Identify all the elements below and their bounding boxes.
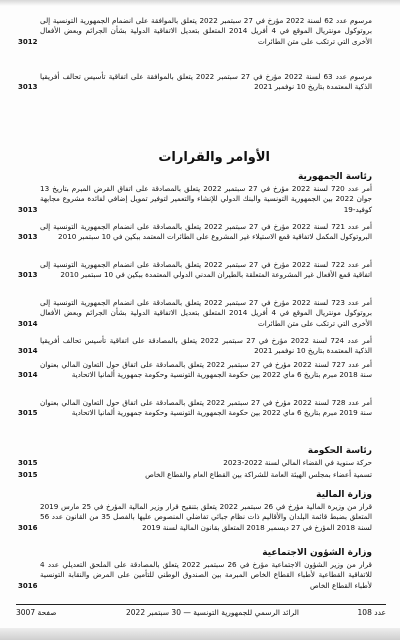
- entry-page-number: 3012: [18, 37, 38, 46]
- toc-entry: [18, 458, 372, 468]
- entry-page-number: 3016: [18, 523, 38, 532]
- entry-text: قرار من وزير الشؤون الاجتماعية مؤرخ في 26 سبتمبر 2022 يتعلق بالمصادقة على الملحق التعديلي عدد 4 للاتفاقية القطاعية لأطباء القطاع الخاص المبرمة بين الصندوق الوطني للتأمين على المرض والنقابة التونسية لأطباء القطاع الخاص: [40, 560, 372, 590]
- scan-edge: [0, 628, 400, 640]
- entry-page-number: 3014: [18, 371, 38, 380]
- toc-entry-decree-63: [18, 72, 372, 93]
- toc-entry-decree-62: [18, 16, 372, 47]
- entry-page-number: 3013: [18, 233, 38, 242]
- toc-entry: [18, 184, 372, 215]
- toc-entry: [18, 298, 372, 329]
- entry-text: تسمية أعضاء بمجلس الهيئة العامة للشراكة بين القطاع العام والقطاع الخاص: [145, 470, 372, 479]
- toc-entry: [18, 336, 372, 357]
- entry-text: مرسوم عدد 63 لسنة 2022 مؤرخ في 27 سبتمبر 2022 يتعلق بالموافقة على اتفاقية تأسيس تحالف أفريقيا الذكية المعتمدة بتاريخ 10 نوفمبر 2021: [40, 72, 372, 92]
- entry-text: أمر عدد 724 لسنة 2022 مؤرخ في 27 سبتمبر 2022 يتعلق بالمصادقة على اتفاقية تأسيس تحالف أفريقيا الذكية المعتمدة بتاريخ 10 نوفمبر 2021: [40, 336, 372, 356]
- entry-text: أمر عدد 720 لسنة 2022 مؤرخ في 27 سبتمبر 2022 يتعلق بالمصادقة على اتفاق القرض المبرم بتاريخ 13 جوان 2022 بين الجمهورية التونسية والبنك الدولي للإنشاء والتعمير لتوفير تمويل إضافي لفائدة مشروع مجابهة كوفيد-19: [40, 184, 372, 214]
- entry-page-number: 3013: [18, 205, 38, 214]
- toc-entry: [18, 560, 372, 591]
- entry-page-number: 3013: [18, 271, 38, 280]
- section-title-government: رئاسة الحكومة: [307, 446, 372, 456]
- toc-entry: [18, 360, 372, 381]
- page-number: صفحة 3007: [16, 608, 57, 617]
- entry-text: أمر عدد 721 لسنة 2022 مؤرخ في 27 سبتمبر 2022 يتعلق بالمصادقة على انضمام الجمهورية التونسية إلى البروتوكول المكمل لاتفاقية قمع الاستيلاء غير المشروع على الطائرات المعتمد ببكين في 10 سبتمبر 2010: [40, 222, 372, 242]
- entry-text: مرسوم عدد 62 لسنة 2022 مؤرخ في 27 سبتمبر 2022 يتعلق بالموافقة على انضمام الجمهورية التونسية إلى بروتوكول مونتريال الموقع في 4 أفريل 2014 المتعلق بتعديل الاتفاقية الدولية بشأن الجرائم وبعض الأفعال الأخرى التي ترتكب على متن الطائرات: [40, 16, 372, 46]
- entry-text: أمر عدد 728 لسنة 2022 مؤرخ في 27 سبتمبر 2022 يتعلق بالمصادقة على اتفاق حول التعاون المالي بعنوان سنة 2019 مبرم بتاريخ 6 ماي 2022 بين حكومة الجمهورية التونسية وحكومة جمهورية ألمانيا الاتحادية: [40, 398, 372, 418]
- entry-page-number: 3014: [18, 347, 38, 356]
- toc-entry: [18, 502, 373, 533]
- entry-page-number: 3014: [18, 319, 38, 328]
- scan-edge: [0, 0, 400, 6]
- entry-page-number: 3015: [18, 471, 38, 479]
- entry-page-number: 3013: [18, 83, 38, 92]
- section-title-social-affairs: وزارة الشؤون الاجتماعية: [262, 548, 372, 558]
- entry-text: قرار من وزيرة المالية مؤرخ في 26 سبتمبر 2022 يتعلق بتنقيح قرار وزير المالية المؤرخ في 25 مارس 2019 المتعلق بضبط قائمة البلدان والأقاليم ذات نظام جبائي تفاضلي المنصوص عليها بالفصل 35 من القانون عدد 56 لسنة 2018 المؤرخ في 27 ديسمبر 2018 المتعلق بقانون المالية لسنة 2019: [40, 502, 373, 532]
- section-title-finance: وزارة المالية: [316, 490, 372, 500]
- main-heading: الأوامر والقرارات: [158, 150, 270, 165]
- entry-text: أمر عدد 727 لسنة 2022 مؤرخ في 27 سبتمبر 2022 يتعلق بالمصادقة على اتفاق حول التعاون المالي بعنوان سنة 2018 مبرم بتاريخ 6 ماي 2022 بين حكومة الجمهورية التونسية وحكومة جمهورية ألمانيا الاتحادية: [40, 360, 372, 380]
- toc-entry: [18, 398, 372, 419]
- entry-text: أمر عدد 722 لسنة 2022 مؤرخ في 27 سبتمبر 2022 يتعلق بالمصادقة على انضمام الجمهورية التونسية إلى اتفاقية قمع الأفعال غير المشروعة المتعلقة بالطيران المدني الدولي المعتمدة ببكين في 10 سبتمبر 2010: [40, 260, 372, 280]
- page-footer: [16, 604, 386, 617]
- toc-entry: [18, 470, 372, 480]
- toc-entry: [18, 260, 372, 281]
- toc-entry: [18, 222, 372, 243]
- entry-page-number: 3015: [18, 459, 38, 467]
- journal-title: الرائد الرسمي للجمهورية التونسية — 30 سبتمبر 2022: [126, 608, 299, 617]
- section-title-presidency: رئاسة الجمهورية: [298, 172, 372, 182]
- entry-page-number: 3016: [18, 581, 38, 590]
- entry-text: أمر عدد 723 لسنة 2022 مؤرخ في 27 سبتمبر 2022 يتعلق بالمصادقة على انضمام الجمهورية التونسية إلى بروتوكول مونتريال الموقع في 4 أفريل 2014 المتعلق بتعديل الاتفاقية الدولية بشأن الجرائم وبعض الأفعال الأخرى التي ترتكب على متن الطائرات: [40, 298, 372, 328]
- entry-text: حركة سنوية في القضاء المالي لسنة 2022-2023: [223, 458, 372, 467]
- issue-number: عدد 108: [357, 608, 386, 617]
- entry-page-number: 3015: [18, 409, 38, 418]
